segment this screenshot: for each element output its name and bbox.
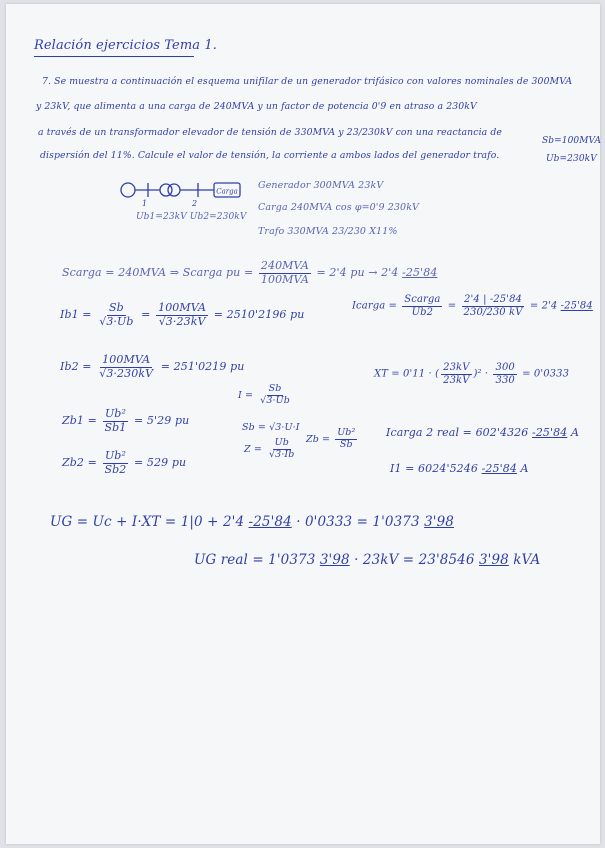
one-line-diagram (118, 176, 248, 206)
sb-formula: Sb = √3·U·I (242, 422, 300, 433)
transformer-winding-2 (168, 184, 180, 196)
problem-line-3: a través de un transformador elevador de tensión de 330MVA y 23/230kV con una reactancia de (38, 127, 503, 138)
notebook-page (6, 4, 600, 844)
zb1-equation: Zb1 = $\frac{\text{Ub²}}{Sb1}$ = 5'29 pu (62, 407, 190, 434)
base-voltages: Ub1=23kV Ub2=230kV (136, 212, 247, 222)
problem-line-4: dispersión del 11%. Calcule el valor de tensión, la corriente a ambos lados del generador trafo. (40, 150, 500, 161)
node-2-label: 2 (192, 199, 198, 208)
ug-real-equation: UG real = 1'0373 3'98 · 23kV = 23'8546 3'98 kVA (194, 552, 541, 568)
problem-sb: Sb=100MVA (542, 136, 602, 146)
given-trafo: Trafo 330MVA 23/230 X11% (258, 226, 398, 237)
page-title: Relación ejercicios Tema 1. (34, 38, 217, 53)
icarga-real-equation: Icarga 2 real = 602'4326 -25'84 A (386, 426, 579, 439)
load-label: Carga (216, 187, 238, 196)
zb2-equation: Zb2 = $\frac{\text{Ub²}}{Sb2}$ = 529 pu (62, 449, 187, 476)
ib1-equation: Ib1 = $\frac{Sb}{√3\cdot Ub}$ = $\frac{\text{100MVA}}{√3\cdot 23kV}$ = 2510'2196 pu (60, 301, 305, 328)
xt-equation: XT = 0'11 · ( $\frac{23kV}{23kV}$ )² · $\frac{300}{330}$ = 0'0333 (374, 362, 570, 386)
scarga-equation: Scarga = 240MVA ⇒ Scarga pu = $\frac{\text{240MVA}}{\text{100MVA}}$ = 2'4 pu → 2'4 -25'84 (62, 259, 438, 286)
problem-ub: Ub=230kV (546, 154, 597, 164)
z-formula: Z = $\frac{Ub}{√3\cdot Ib}$ (244, 437, 295, 460)
node-1-label: 1 (142, 199, 148, 208)
problem-line-2: y 23kV, que alimenta a una carga de 240MVA y un factor de potencia 0'9 en atraso a 230kV (36, 101, 477, 112)
title-underline (34, 56, 194, 57)
ug-equation: UG = Uc + I·XT = 1|0 + 2'4 -25'84 · 0'0333 = 1'0373 3'98 (50, 514, 454, 530)
problem-line-1: 7. Se muestra a continuación el esquema unifilar de un generador trifásico con valores nominales de 300MVA (42, 76, 573, 87)
ib2-equation: Ib2 = $\frac{\text{100MVA}}{√3\cdot 230kV}$ = 251'0219 pu (60, 353, 245, 380)
given-generator: Generador 300MVA 23kV (258, 180, 384, 191)
icarga-equation: Icarga = $\frac{\text{Scarga}}{Ub2}$ = $\frac{2'4 | -25'84}{230/230 kV}$ = 2'4 -25'84 (352, 294, 593, 318)
generator-symbol (121, 183, 135, 197)
i1-equation: I1 = 6024'5246 -25'84 A (390, 462, 529, 475)
i-formula: I = $\frac{Sb}{√3\cdot Ub}$ (238, 383, 290, 406)
zb-formula: Zb = $\frac{\text{Ub²}}{Sb}$ (306, 427, 356, 450)
given-load: Carga 240MVA cos φ=0'9 230kV (258, 202, 420, 213)
